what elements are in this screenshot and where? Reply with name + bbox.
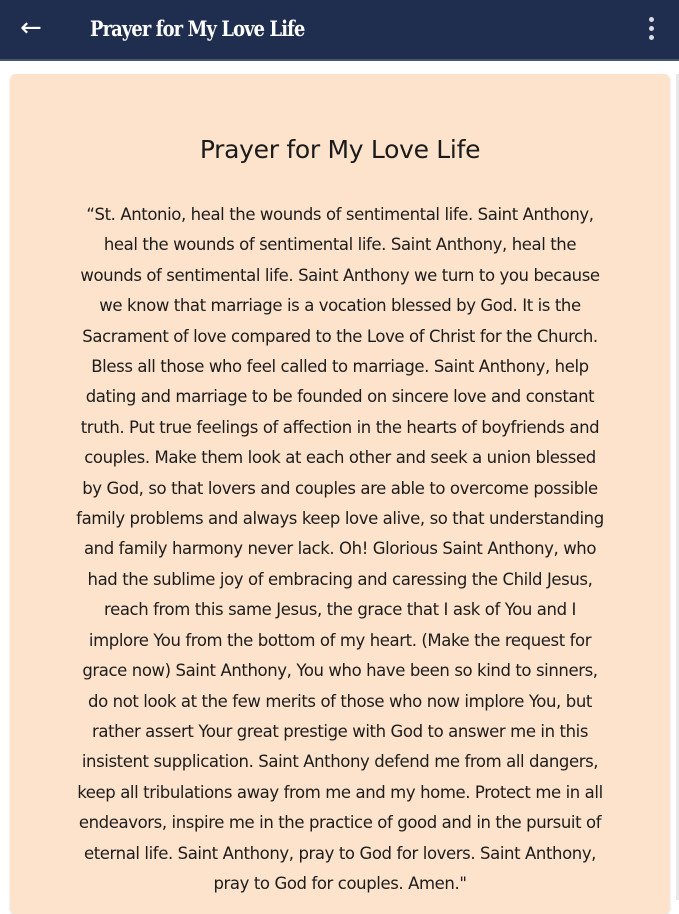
prayer-line: family problems and always keep love alive, so that understanding: [76, 509, 604, 529]
prayer-line: pray to God for couples. Amen.": [213, 873, 467, 893]
prayer-line: Bless all those who feel called to marriage. Saint Anthony, help: [91, 357, 589, 377]
prayer-card: [10, 74, 670, 914]
prayer-line: endeavors, inspire me in the practice of good and in the pursuit of: [78, 813, 602, 833]
prayer-line: reach from this same Jesus, the grace that I ask of You and I: [104, 600, 576, 620]
back-arrow-icon[interactable]: ←: [20, 13, 42, 43]
prayer-line: implore You from the bottom of my heart. (Make the request for: [88, 630, 592, 650]
prayer-line: we know that marriage is a vocation blessed by God. It is the: [99, 296, 581, 316]
prayer-line: insistent supplication. Saint Anthony defend me from all dangers,: [81, 752, 599, 772]
prayer-line: and family harmony never lack. Oh! Glorious Saint Anthony, who: [83, 539, 597, 559]
app-bar-title: Prayer for My Love Life: [90, 16, 305, 41]
prayer-line: do not look at the few merits of those who now implore You, but: [88, 691, 592, 711]
prayer-line: eternal life. Saint Anthony, pray to God for lovers. Saint Anthony,: [83, 843, 597, 863]
more-options-icon[interactable]: [640, 14, 662, 44]
prayer-line: Sacrament of love compared to the Love of Christ for the Church.: [82, 326, 598, 346]
prayer-heading: Prayer for My Love Life: [199, 135, 481, 164]
prayer-line: had the sublime joy of embracing and caressing the Child Jesus,: [87, 569, 593, 589]
app-bar: [0, 0, 679, 61]
prayer-line: truth. Put true feelings of affection in the hearts of boyfriends and: [80, 417, 600, 437]
prayer-line: rather assert Your great prestige with God to answer me in this: [91, 721, 589, 741]
prayer-line: heal the wounds of sentimental life. Saint Anthony, heal the: [103, 235, 577, 255]
prayer-line: grace now) Saint Anthony, You who have been so kind to sinners,: [82, 661, 598, 681]
prayer-line: “St. Antonio, heal the wounds of sentimental life. Saint Anthony,: [86, 205, 594, 224]
prayer-line: wounds of sentimental life. Saint Anthony we turn to you because: [80, 265, 600, 285]
prayer-line: keep all tribulations away from me and my home. Protect me in all: [77, 782, 603, 802]
prayer-line: by God, so that lovers and couples are able to overcome possible: [82, 478, 598, 498]
prayer-line: couples. Make them look at each other and seek a union blessed: [84, 448, 596, 468]
prayer-line: dating and marriage to be founded on sincere love and constant: [85, 387, 595, 407]
prayer-text: [10, 200, 670, 899]
